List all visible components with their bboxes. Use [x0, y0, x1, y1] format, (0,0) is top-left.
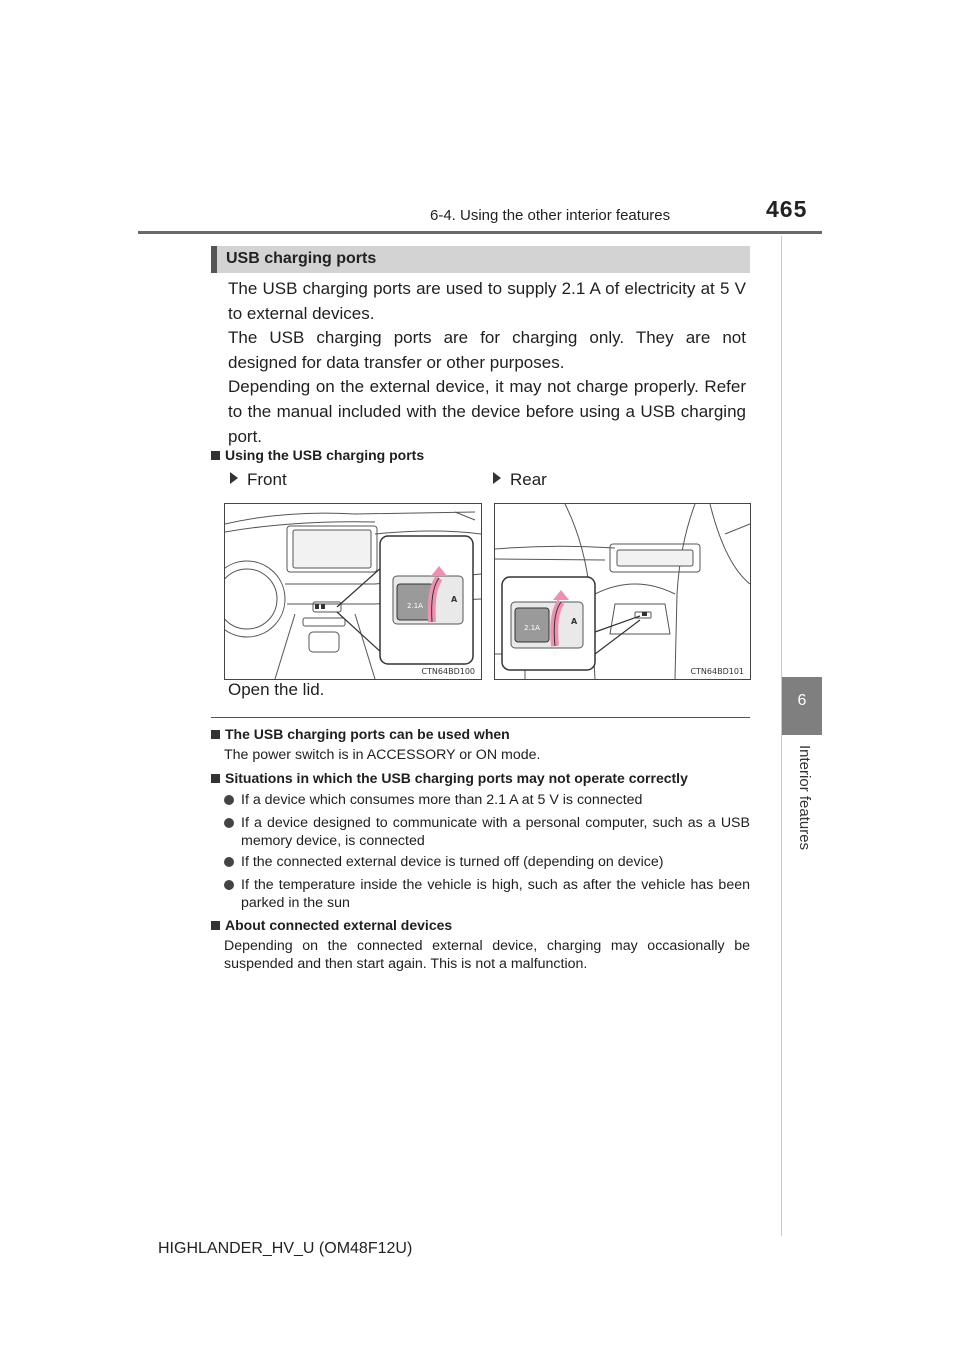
chapter-title: Interior features [796, 745, 813, 851]
square-bullet-icon [211, 921, 220, 930]
round-bullet-icon [224, 880, 234, 890]
svg-text:A: A [451, 595, 458, 604]
page-number: 465 [766, 196, 808, 222]
round-bullet-icon [224, 857, 234, 867]
manual-footer: HIGHLANDER_HV_U (OM48F12U) [158, 1240, 413, 1257]
using-heading-text: Using the USB charging ports [225, 447, 425, 463]
front-figure-code: CTN64BD100 [421, 667, 475, 676]
side-divider [781, 236, 782, 1236]
front-label [230, 470, 287, 490]
rear-console-drawing [495, 504, 750, 679]
rear-port-rating: 2.1A [524, 624, 540, 632]
front-usb-illustration [224, 503, 482, 680]
situation-item [224, 876, 750, 912]
svg-text:A: A [571, 617, 578, 626]
chapter-title-vertical [793, 745, 815, 875]
intro-paragraph-2: The USB charging ports are for charging only. They are not designed for data transfer or other purposes. [228, 328, 746, 372]
situation-text: If a device designed to communicate with a personal computer, such as a USB memory device, is connected [241, 815, 750, 849]
square-bullet-icon [211, 451, 220, 460]
triangle-bullet-icon [230, 472, 238, 484]
rear-label [493, 470, 547, 490]
running-header-section: 6-4. Using the other interior features [430, 207, 671, 224]
section-banner-marker [211, 246, 217, 273]
intro-paragraph-1: The USB charging ports are used to supply 2.1 A of electricity at 5 V to external devices. [228, 279, 746, 323]
situations-heading-text: Situations in which the USB charging ports may not operate correctly [225, 770, 688, 786]
round-bullet-icon [224, 795, 234, 805]
when-text: The power switch is in ACCESSORY or ON mode. [224, 747, 541, 763]
rear-usb-illustration [494, 503, 751, 680]
figure-caption: Open the lid. [228, 680, 325, 699]
front-port-rating: 2.1A [407, 602, 423, 610]
when-heading [211, 726, 510, 742]
intro-paragraph-3: Depending on the external device, it may not charge properly. Refer to the manual included with the device before using a USB charging port. [228, 377, 746, 446]
external-text: Depending on the connected external device, charging may occasionally be suspended and then start again. This is not a malfunction. [224, 938, 750, 972]
front-label-text: Front [247, 470, 287, 489]
situation-item [224, 853, 750, 871]
situation-text: If the connected external device is turned off (depending on device) [241, 854, 664, 870]
square-bullet-icon [211, 730, 220, 739]
situations-heading [211, 770, 688, 786]
square-bullet-icon [211, 774, 220, 783]
round-bullet-icon [224, 818, 234, 828]
external-heading [211, 917, 452, 933]
situation-item [224, 814, 750, 850]
chapter-number: 6 [797, 692, 807, 709]
situation-text: If the temperature inside the vehicle is high, such as after the vehicle has been parked in the sun [241, 877, 750, 911]
section-title: USB charging ports [226, 250, 377, 267]
header-rule [138, 231, 822, 234]
using-heading [211, 447, 424, 463]
rear-figure-code: CTN64BD101 [690, 667, 744, 676]
triangle-bullet-icon [493, 472, 501, 484]
rear-label-text: Rear [510, 470, 547, 489]
notes-rule [211, 717, 750, 718]
situation-item [224, 791, 750, 809]
front-dashboard-drawing [225, 504, 481, 679]
situation-text: If a device which consumes more than 2.1 A at 5 V is connected [241, 792, 643, 808]
when-heading-text: The USB charging ports can be used when [225, 726, 510, 742]
external-heading-text: About connected external devices [225, 917, 453, 933]
